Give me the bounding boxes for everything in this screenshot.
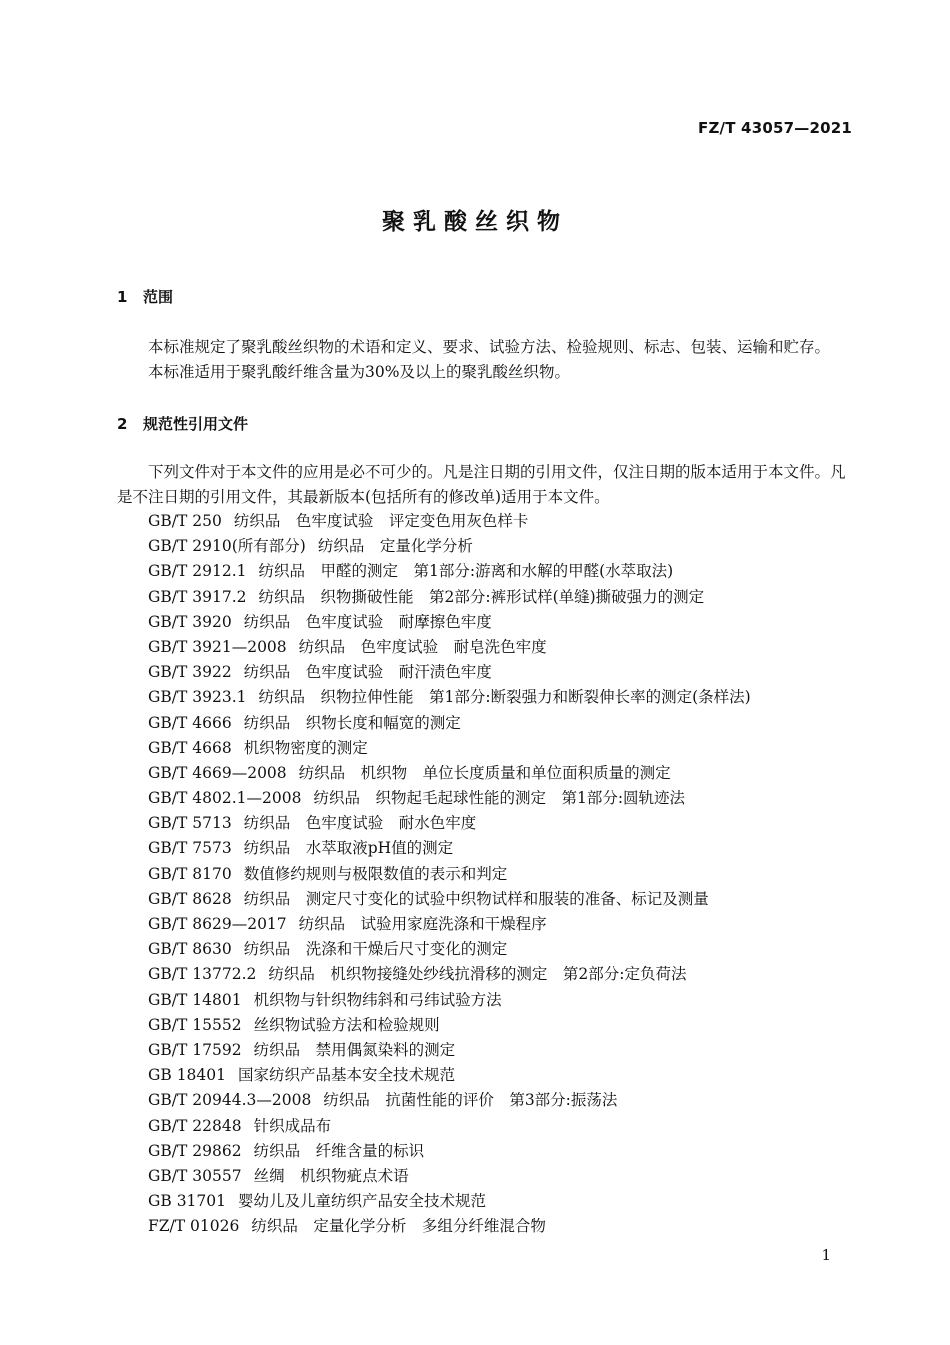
reference-item	[148, 685, 853, 710]
reference-title: 纺织品 织物撕破性能 第2部分:裤形试样(单缝)撕破强力的测定	[258, 587, 705, 606]
reference-code: GB/T 7573	[148, 839, 232, 858]
page-number: 1	[821, 1246, 831, 1264]
section-scope-body	[117, 335, 853, 385]
reference-code: GB/T 3923.1	[148, 688, 247, 707]
reference-title: 丝绸 机织物疵点术语	[253, 1166, 409, 1185]
reference-code: GB 31701	[148, 1192, 227, 1211]
reference-item	[148, 962, 853, 987]
reference-title: 丝织物试验方法和检验规则	[253, 1015, 440, 1034]
reference-code: GB/T 14801	[148, 990, 242, 1009]
reference-code: GB/T 15552	[148, 1015, 242, 1034]
reference-item	[148, 1063, 853, 1088]
reference-code: GB/T 22848	[148, 1116, 242, 1135]
section-title: 范围	[143, 288, 174, 306]
reference-item	[148, 660, 853, 685]
reference-item	[148, 585, 853, 610]
paragraph: 本标准适用于聚乳酸纤维含量为30%及以上的聚乳酸丝织物。	[148, 363, 570, 381]
reference-item	[148, 1088, 853, 1113]
reference-title: 纺织品 色牢度试验 耐摩擦色牢度	[243, 612, 492, 631]
reference-item	[148, 1114, 853, 1139]
reference-item	[148, 836, 853, 861]
section-heading-normative-references	[117, 413, 248, 434]
reference-code: GB/T 2912.1	[148, 562, 247, 581]
reference-title: 纺织品 纤维含量的标识	[253, 1141, 425, 1160]
reference-title: 纺织品 水萃取液pH值的测定	[243, 839, 454, 858]
reference-code: GB/T 5713	[148, 814, 232, 833]
reference-item	[148, 1139, 853, 1164]
reference-title: 数值修约规则与极限数值的表示和判定	[243, 864, 508, 883]
document-title: 聚乳酸丝织物	[382, 209, 568, 235]
reference-item	[148, 736, 853, 761]
reference-code: GB/T 4802.1—2008	[148, 789, 302, 808]
reference-item	[148, 912, 853, 937]
reference-title: 机织物与针织物纬斜和弓纬试验方法	[253, 990, 502, 1009]
reference-item	[148, 811, 853, 836]
reference-code: GB/T 17592	[148, 1040, 242, 1059]
reference-code: GB/T 3921—2008	[148, 637, 287, 656]
section-number: 1	[117, 288, 128, 306]
reference-title: 纺织品 织物起毛起球性能的测定 第1部分:圆轨迹法	[313, 789, 686, 808]
reference-item	[148, 761, 853, 786]
reference-title: 婴幼儿及儿童纺织产品安全技术规范	[238, 1192, 487, 1211]
reference-code: GB/T 8630	[148, 940, 232, 959]
reference-code: GB/T 3920	[148, 612, 232, 631]
reference-item	[148, 610, 853, 635]
reference-title: 纺织品 禁用偶氮染料的测定	[253, 1040, 456, 1059]
reference-code: GB/T 8629—2017	[148, 915, 287, 933]
reference-title: 纺织品 甲醛的测定 第1部分:游离和水解的甲醛(水萃取法)	[258, 562, 674, 581]
reference-item	[148, 1214, 853, 1239]
reference-code: GB/T 20944.3—2008	[148, 1091, 312, 1110]
reference-title: 纺织品 织物拉伸性能 第1部分:断裂强力和断裂伸长率的测定(条样法)	[258, 688, 751, 707]
reference-code: GB/T 2910(所有部分)	[148, 537, 306, 556]
paragraph: 本标准规定了聚乳酸丝织物的术语和定义、要求、试验方法、检验规则、标志、包装、运输和贮存。	[148, 338, 831, 356]
reference-item	[148, 1038, 853, 1063]
section-heading-scope	[117, 286, 173, 307]
reference-title: 纺织品 测定尺寸变化的试验中织物试样和服装的准备、标记及测量	[243, 889, 709, 908]
reference-code: GB/T 3922	[148, 663, 232, 682]
document-code: FZ/T 43057—2021	[698, 119, 852, 137]
reference-title: 针织成品布	[253, 1116, 332, 1135]
reference-item	[148, 509, 853, 534]
reference-title: 纺织品 色牢度试验 耐皂洗色牢度	[298, 637, 547, 656]
reference-item	[148, 1189, 853, 1214]
reference-list	[148, 509, 853, 1239]
reference-title: 机织物密度的测定	[243, 738, 368, 757]
reference-code: GB 18401	[148, 1066, 227, 1085]
reference-code: GB/T 250	[148, 512, 222, 530]
paragraph: 下列文件对于本文件的应用是必不可少的。凡是注日期的引用文件，仅注日期的版本适用于本文件。凡是不注日期的引用文件，其最新版本(包括所有的修改单)适用于本文件。	[117, 463, 846, 506]
reference-title: 纺织品 试验用家庭洗涤和干燥程序	[298, 915, 547, 933]
reference-code: GB/T 8170	[148, 864, 232, 883]
reference-item	[148, 862, 853, 887]
reference-title: 纺织品 洗涤和干燥后尺寸变化的测定	[243, 940, 508, 959]
reference-title: 国家纺织产品基本安全技术规范	[238, 1066, 456, 1085]
reference-item	[148, 786, 853, 811]
reference-item	[148, 559, 853, 584]
reference-item	[148, 534, 853, 559]
section-references-intro	[117, 460, 853, 510]
section-title: 规范性引用文件	[143, 415, 249, 433]
reference-item	[148, 988, 853, 1013]
reference-code: GB/T 3917.2	[148, 587, 247, 606]
reference-item	[148, 1164, 853, 1189]
reference-title: 纺织品 色牢度试验 评定变色用灰色样卡	[233, 512, 529, 530]
reference-title: 纺织品 色牢度试验 耐水色牢度	[243, 814, 477, 833]
reference-title: 纺织品 抗菌性能的评价 第3部分:振荡法	[323, 1091, 618, 1110]
reference-title: 纺织品 定量化学分析 多组分纤维混合物	[251, 1217, 546, 1236]
reference-code: GB/T 4666	[148, 713, 232, 732]
section-number: 2	[117, 415, 128, 433]
reference-code: GB/T 8628	[148, 889, 232, 908]
reference-item	[148, 635, 853, 660]
reference-title: 纺织品 机织物接缝处纱线抗滑移的测定 第2部分:定负荷法	[268, 965, 687, 984]
reference-code: FZ/T 01026	[148, 1217, 240, 1236]
reference-code: GB/T 4668	[148, 738, 232, 757]
reference-code: GB/T 30557	[148, 1166, 242, 1185]
reference-item	[148, 887, 853, 912]
reference-item	[148, 937, 853, 962]
reference-title: 纺织品 色牢度试验 耐汗渍色牢度	[243, 663, 492, 682]
reference-item	[148, 711, 853, 736]
reference-item	[148, 1013, 853, 1038]
reference-code: GB/T 13772.2	[148, 965, 257, 984]
reference-title: 纺织品 织物长度和幅宽的测定	[243, 713, 461, 732]
reference-code: GB/T 29862	[148, 1141, 242, 1160]
reference-title: 纺织品 机织物 单位长度质量和单位面积质量的测定	[298, 763, 671, 782]
reference-code: GB/T 4669—2008	[148, 763, 287, 782]
reference-title: 纺织品 定量化学分析	[317, 537, 473, 556]
